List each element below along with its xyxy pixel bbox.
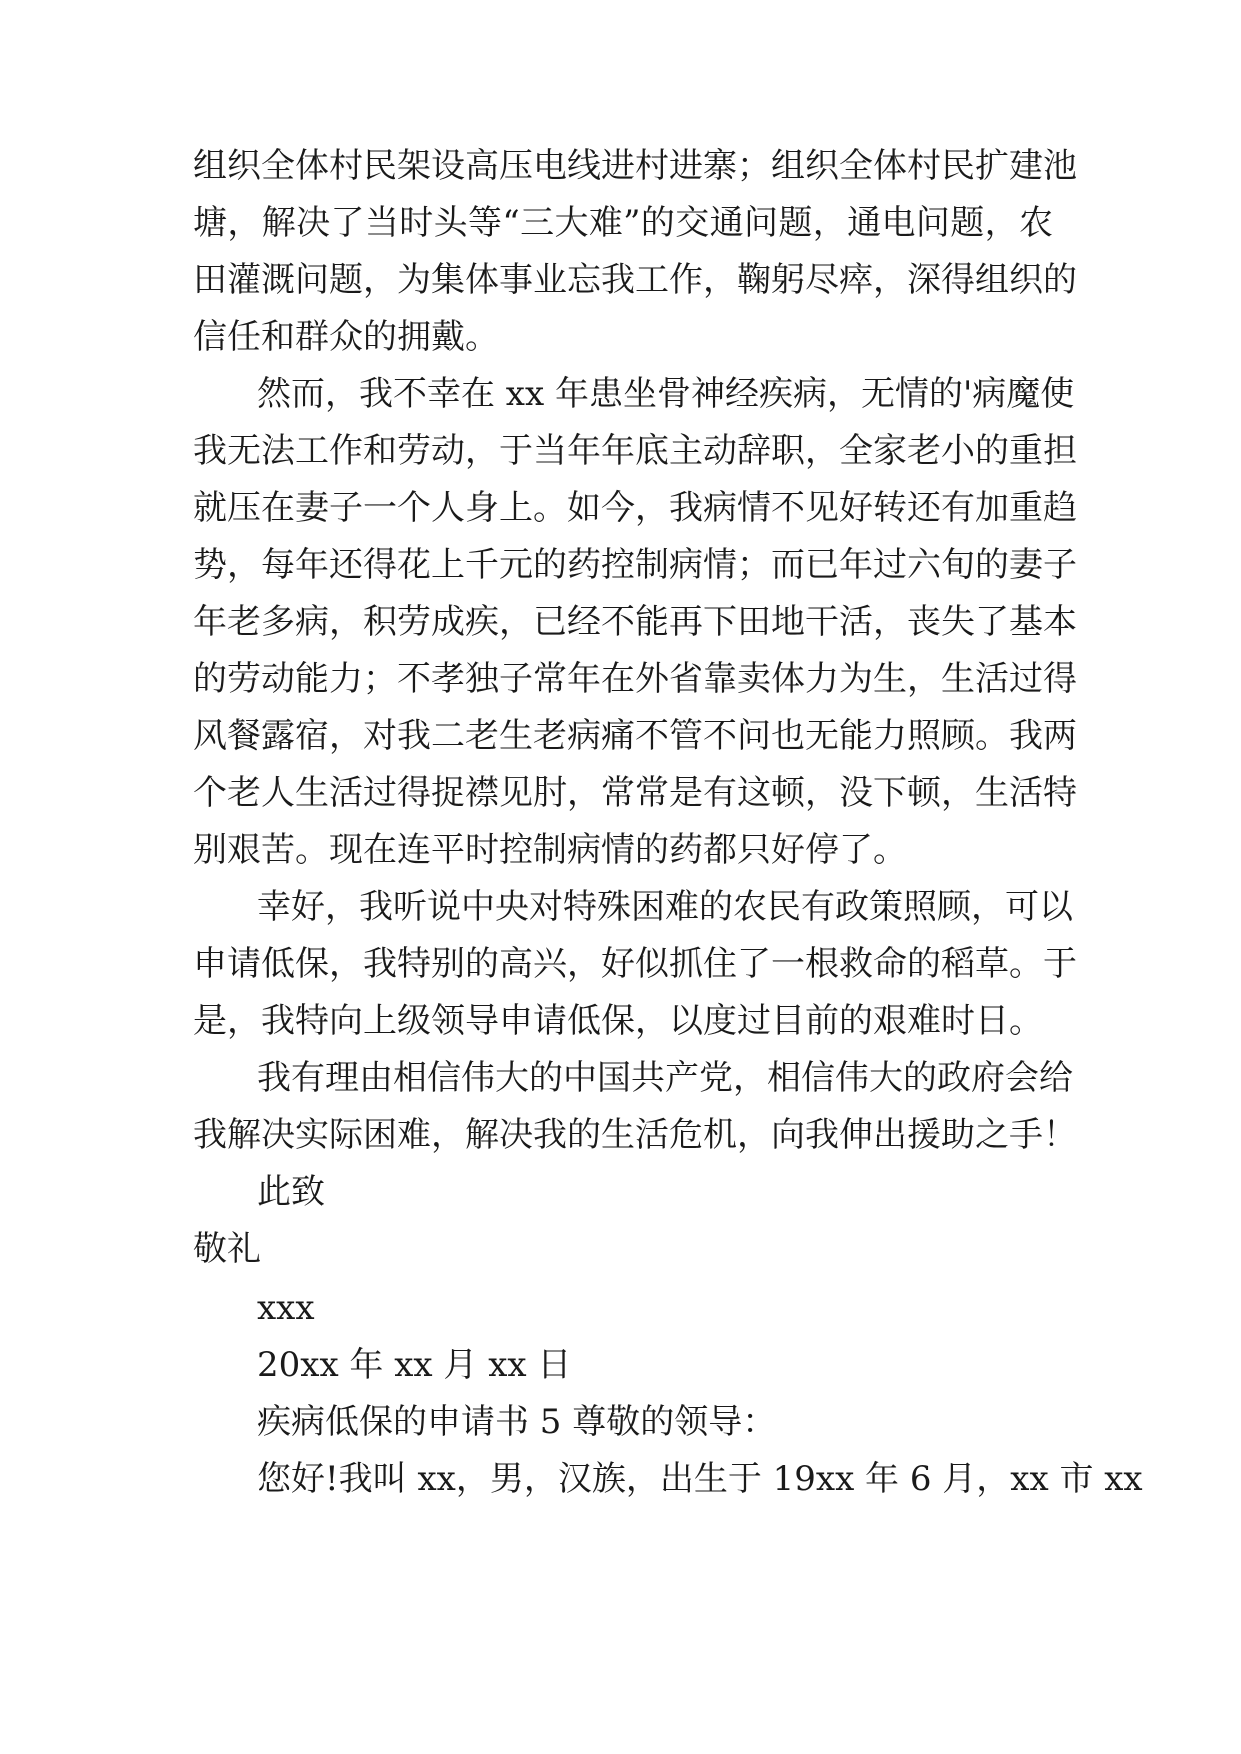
- paragraph-line: 塘，解决了当时头等“三大难”的交通问题，通电问题，农: [193, 203, 1053, 243]
- paragraph-line: 信任和群众的拥戴。: [193, 317, 499, 357]
- paragraph-line: 申请低保，我特别的高兴，好似抓住了一根救命的稻草。于: [193, 944, 1077, 984]
- signature: xxx: [257, 1288, 315, 1328]
- paragraph-line: 然而，我不幸在 xx 年患坐骨神经疾病，无情的'病魔使: [257, 374, 1075, 414]
- paragraph-line: 我解决实际困难，解决我的生活危机，向我伸出援助之手！: [193, 1115, 1077, 1155]
- paragraph-line: 个老人生活过得捉襟见肘，常常是有这顿，没下顿，生活特: [193, 773, 1077, 813]
- paragraph-line: 幸好，我听说中央对特殊困难的农民有政策照顾，可以: [257, 887, 1073, 927]
- paragraph-line: 的劳动能力；不孝独子常年在外省靠卖体力为生，生活过得: [193, 659, 1077, 699]
- section-heading: 疾病低保的申请书 5 尊敬的领导：: [257, 1402, 777, 1442]
- paragraph-line: 田灌溉问题，为集体事业忘我工作，鞠躬尽瘁，深得组织的: [193, 260, 1077, 300]
- closing-salutation: 此致: [257, 1172, 325, 1212]
- paragraph-line: 风餐露宿，对我二老生老病痛不管不问也无能力照顾。我两: [193, 716, 1077, 756]
- paragraph-line: 别艰苦。现在连平时控制病情的药都只好停了。: [193, 830, 907, 870]
- paragraph-line: 您好!我叫 xx，男，汉族，出生于 19xx 年 6 月，xx 市 xx: [257, 1459, 1143, 1499]
- paragraph-line: 我有理由相信伟大的中国共产党，相信伟大的政府会给: [257, 1058, 1073, 1098]
- paragraph-line: 就压在妻子一个人身上。如今，我病情不见好转还有加重趋: [193, 488, 1077, 528]
- paragraph-line: 势，每年还得花上千元的药控制病情；而已年过六旬的妻子: [193, 545, 1077, 585]
- paragraph-line: 我无法工作和劳动，于当年年底主动辞职，全家老小的重担: [193, 431, 1077, 471]
- paragraph-line: 是，我特向上级领导申请低保，以度过目前的艰难时日。: [193, 1001, 1043, 1041]
- closing-regards: 敬礼: [193, 1229, 261, 1269]
- paragraph-line: 组织全体村民架设高压电线进村进寨；组织全体村民扩建池: [193, 146, 1077, 186]
- paragraph-line: 年老多病，积劳成疾，已经不能再下田地干活，丧失了基本: [193, 602, 1077, 642]
- date-line: 20xx 年 xx 月 xx 日: [257, 1345, 572, 1385]
